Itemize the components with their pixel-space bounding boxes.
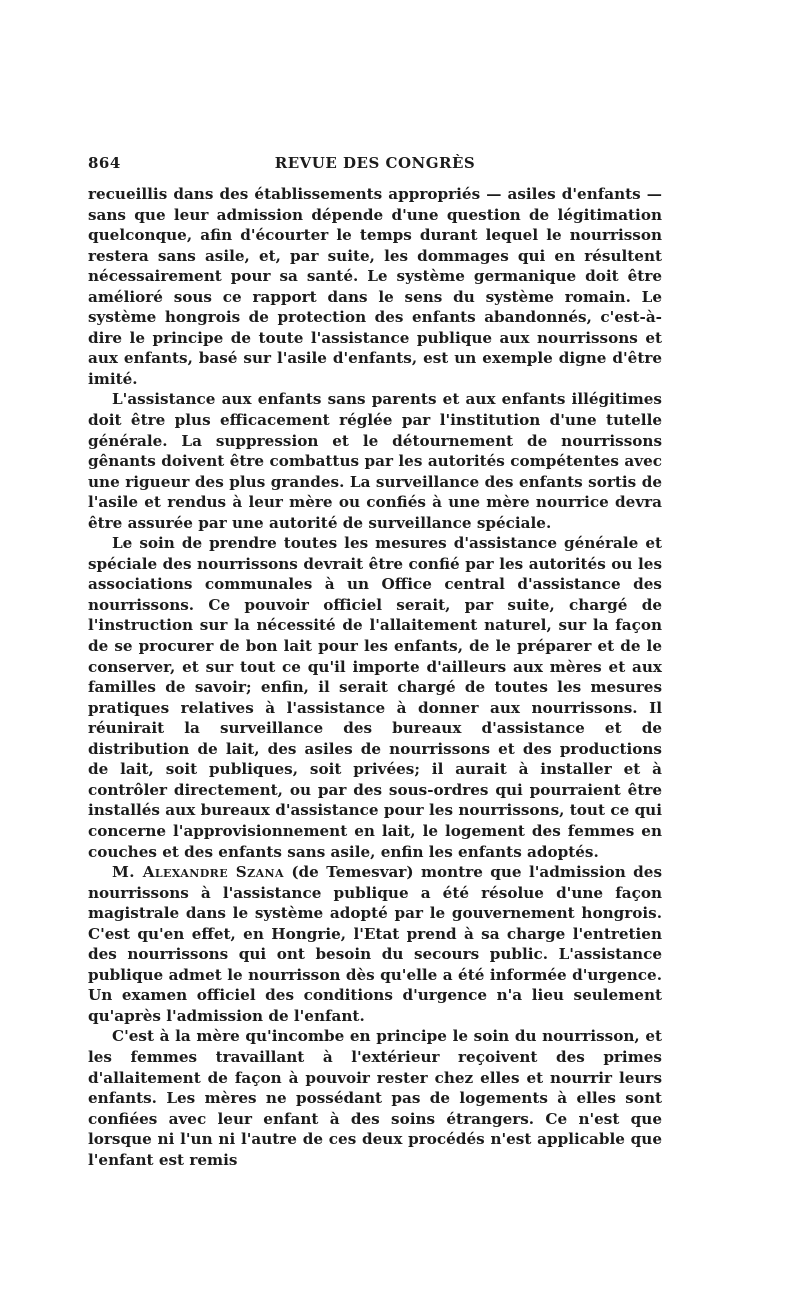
speaker-name: M. Alexandre Szana [112, 863, 284, 882]
paragraph-continued: recueillis dans des établissements appropriés — asiles d'enfants — sans que leur admission dépende d'une question de légitimation quelconque, afin d'écourter le temps durant lequel le nourrisson restera sans asile, et, par suite, les dommages qui en résultent nécessairement pour sa santé. Le système germanique doit être amélioré sous ce rapport dans le sens du système romain. Le système hongrois de protection des enfants abandonnés, c'est-à-dire le principe de toute l'assistance publique aux nourrissons et aux enfants, basé sur l'asile d'enfants, est un exemple digne d'être imité. [88, 185, 662, 388]
paragraph-text: (de Temesvar) montre que l'admission des nourrissons à l'assistance publique a été résolue d'une façon magistrale dans le système adopté par le gouvernement hongrois. C'est qu'en effet, en Hongrie, l'Etat prend à sa charge l'entretien des nourrissons qui ont besoin du secours public. L'assistance publique admet le nourrisson dès qu'elle a été informée d'urgence. Un examen officiel des conditions d'urgence n'a lieu seulement qu'après l'admission de l'enfant. [88, 863, 662, 1025]
paragraph-final: C'est à la mère qu'incombe en principe le soin du nourrisson, et les femmes travaillant à l'extérieur reçoivent des primes d'allaitement de façon à pouvoir rester chez elles et nourrir leurs enfants. Les mères ne possédant pas de logements à elles sont confiées avec leur enfant à des soins étrangers. Ce n'est que lorsque ni l'un ni l'autre de ces deux procédés n'est applicable que l'enfant est remis [88, 1027, 662, 1169]
body-text [88, 184, 662, 1170]
paragraph-speaker-szana [88, 862, 662, 1026]
page-number: 864 [88, 154, 121, 172]
paragraph: L'assistance aux enfants sans parents et aux enfants illégitimes doit être plus efficacement réglée par l'institution d'une tutelle générale. La suppression et le détournement de nourrissons gênants doivent être combattus par les autorités compétentes avec une rigueur des plus grandes. La surveillance des enfants sortis de l'asile et rendus à leur mère ou confiés à une mère nourrice devra être assurée par une autorité de surveillance spéciale. [88, 390, 662, 532]
page-header [88, 150, 662, 178]
running-title: REVUE DES CONGRÈS [274, 154, 476, 172]
book-page [88, 150, 662, 1170]
paragraph: Le soin de prendre toutes les mesures d'assistance générale et spéciale des nourrissons devrait être confié par les autorités ou les associations communales à un Office central d'assistance des nourrissons. Ce pouvoir officiel serait, par suite, chargé de l'instruction sur la nécessité de l'allaitement naturel, sur la façon de se procurer de bon lait pour les enfants, de le préparer et de le conserver, et sur tout ce qu'il importe d'ailleurs aux mères et aux familles de savoir; enfin, il serait chargé de toutes les mesures pratiques relatives à l'assistance à donner aux nourrissons. Il réunirait la surveillance des bureaux d'assistance et de distribution de lait, des asiles de nourrissons et des productions de lait, soit publiques, soit privées; il aurait à installer et à contrôler directement, ou par des sous-ordres qui pourraient être installés aux bureaux d'assistance pour les nourrissons, tout ce qui concerne l'approvisionnement en lait, le logement des femmes en couches et des enfants sans asile, enfin les enfants adoptés. [88, 534, 662, 861]
